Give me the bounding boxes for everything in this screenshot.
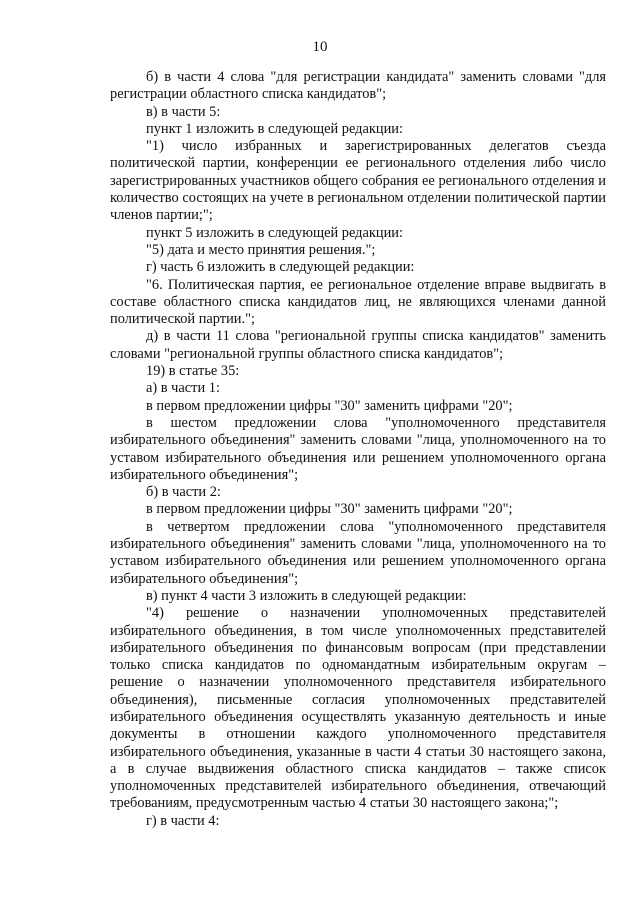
paragraph: пункт 5 изложить в следующей редакции:	[146, 224, 403, 241]
paragraph: в) пункт 4 части 3 изложить в следующей редакции:	[146, 587, 467, 604]
paragraph: пункт 1 изложить в следующей редакции:	[146, 120, 403, 137]
paragraph: 19) в статье 35:	[146, 363, 240, 380]
paragraph: "4) решение о назначении уполномоченных представителей избирательного объединения, в том числе уполномоченных представителей избирательного объединения по финансовым вопросам (при представлении только списка кандидатов по одномандатным избирательным округам – решение о назначении уполномоченного представителя избирательного объединения), письменные согласия уполномоченных представителей избирательного объединения осуществлять указанную деятельность и иные документы в отношении каждого уполномоченного представителя избирательного объединения, указанные в части 4 статьи 30 настоящего закона, а в случае выдвижения областного списка кандидатов – также список уполномоченных представителей избирательного объединения, отвечающий требованиям, предусмотренным частью 4 статьи 30 настоящего закона;";	[110, 605, 606, 812]
paragraph: г) часть 6 изложить в следующей редакции:	[146, 259, 415, 276]
paragraph: г) в части 4:	[146, 812, 220, 829]
paragraph: в первом предложении цифры "30" заменить цифрами "20";	[146, 397, 513, 414]
paragraph: "5) дата и место принятия решения.";	[146, 241, 376, 258]
paragraph: в шестом предложении слова "уполномоченного представителя избирательного объединения" заменить словами "лица, уполномоченного на то уставом избирательного объединения или решением уполномоченного органа избирательного объединения";	[110, 414, 606, 483]
paragraph: д) в части 11 слова "региональной группы списка кандидатов" заменить словами "региональной группы областного списка кандидатов";	[110, 328, 606, 362]
paragraph: "1) число избранных и зарегистрированных делегатов съезда политической партии, конференции ее регионального отделения либо число зарегистрированных участников общего собрания ее регионального отделения и количество состоящих на учете в региональном отделении политической партии членов партии;";	[110, 138, 606, 224]
page-number: 10	[312, 39, 328, 55]
paragraph: в первом предложении цифры "30" заменить цифрами "20";	[146, 501, 513, 518]
paragraph: в) в части 5:	[146, 103, 221, 120]
paragraph: "6. Политическая партия, ее региональное отделение вправе выдвигать в составе областного списка кандидатов лиц, не являющихся членами данной политической партии.";	[110, 276, 606, 328]
paragraph: б) в части 4 слова "для регистрации кандидата" заменить словами "для регистрации областного списка кандидатов";	[110, 69, 606, 103]
paragraph: в четвертом предложении слова "уполномоченного представителя избирательного объединения" заменить словами "лица, уполномоченного на то уставом избирательного объединения или решением уполномоченного органа избирательного объединения";	[110, 518, 606, 587]
paragraph: б) в части 2:	[146, 484, 221, 501]
document-body	[110, 69, 606, 830]
paragraph: а) в части 1:	[146, 380, 220, 397]
